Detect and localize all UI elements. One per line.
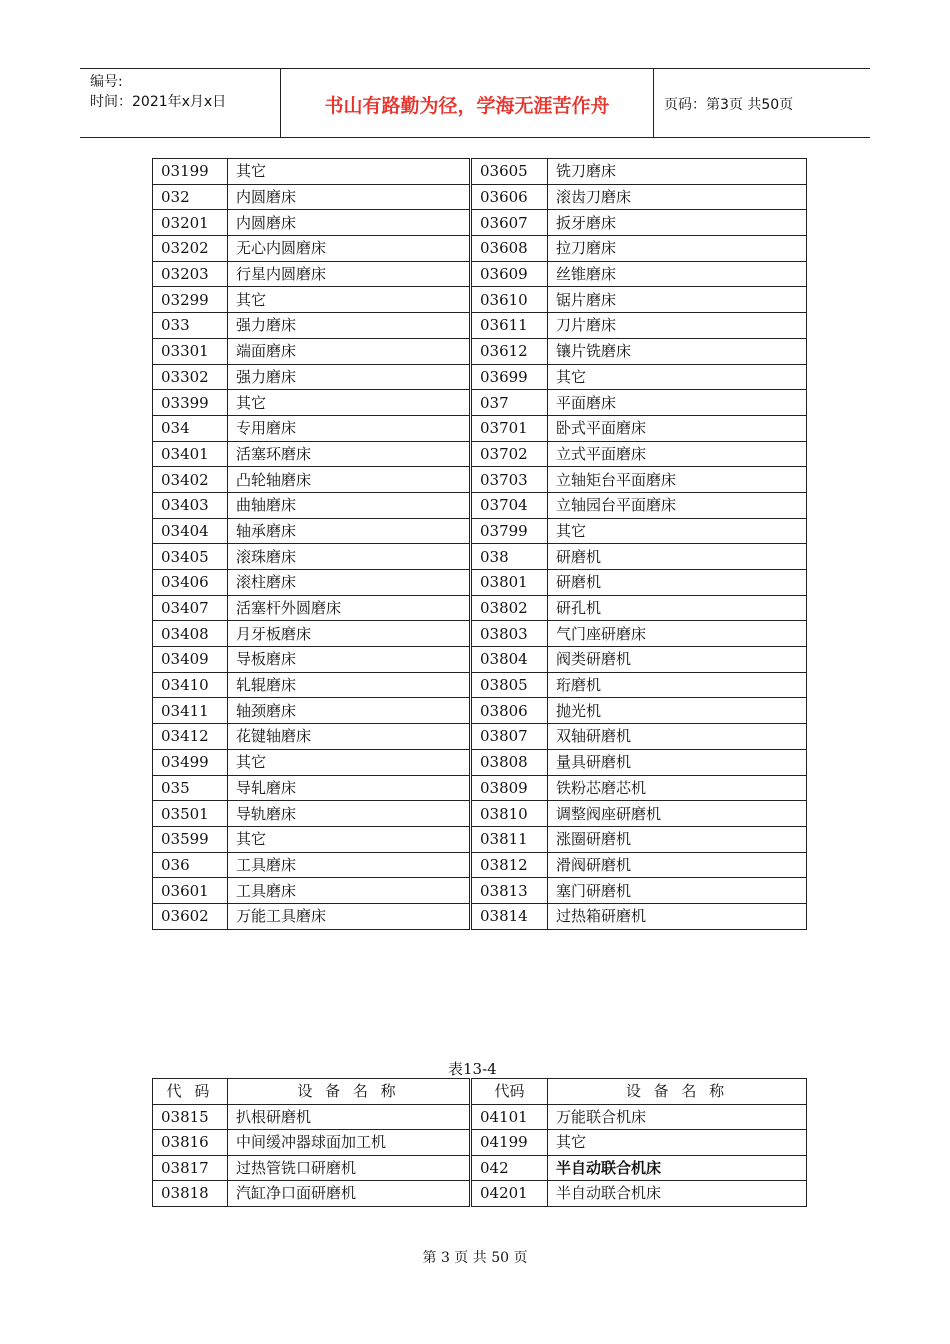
name-cell: 珩磨机	[548, 672, 807, 698]
name-cell: 半自动联合机床	[548, 1155, 807, 1181]
name-cell: 其它	[228, 390, 470, 416]
table-row	[153, 364, 807, 390]
name-cell: 塞门研磨机	[548, 878, 807, 904]
code-cell: 03817	[153, 1155, 228, 1181]
name-cell: 凸轮轴磨床	[228, 467, 470, 493]
name-cell: 曲轴磨床	[228, 492, 470, 518]
header-page-info: 页码：第3页 共50页	[664, 97, 794, 113]
name-cell: 无心内圆磨床	[228, 236, 470, 262]
page-footer: 第 3 页 共 50 页	[422, 1250, 528, 1266]
table-row	[153, 826, 807, 852]
table-row	[153, 801, 807, 827]
code-cell: 03813	[472, 878, 548, 904]
code-cell: 03407	[153, 595, 228, 621]
code-cell: 03802	[472, 595, 548, 621]
table-row	[153, 261, 807, 287]
table-row	[153, 595, 807, 621]
code-cell: 03814	[472, 903, 548, 929]
header-name: 设 备 名 称	[228, 1079, 470, 1105]
code-cell: 03810	[472, 801, 548, 827]
code-cell: 03807	[472, 724, 548, 750]
code-cell: 035	[153, 775, 228, 801]
name-cell: 扒根研磨机	[228, 1104, 470, 1130]
table-row	[153, 441, 807, 467]
table-row	[153, 647, 807, 673]
doc-number-label: 编号:	[90, 74, 123, 90]
code-cell: 03399	[153, 390, 228, 416]
name-cell: 滚齿刀磨床	[548, 184, 807, 210]
name-cell: 行星内圆磨床	[228, 261, 470, 287]
name-cell: 研磨机	[548, 570, 807, 596]
name-cell: 立轴园台平面磨床	[548, 492, 807, 518]
code-cell: 037	[472, 390, 548, 416]
name-cell: 万能联合机床	[548, 1104, 807, 1130]
name-cell: 其它	[228, 826, 470, 852]
code-cell: 03611	[472, 313, 548, 339]
table-row	[153, 492, 807, 518]
table-row	[153, 544, 807, 570]
code-cell: 03699	[472, 364, 548, 390]
name-cell: 调整阀座研磨机	[548, 801, 807, 827]
table-row	[153, 903, 807, 929]
code-cell: 03599	[153, 826, 228, 852]
header-code: 代 码	[153, 1079, 228, 1105]
name-cell: 内圆磨床	[228, 210, 470, 236]
code-cell: 03610	[472, 287, 548, 313]
name-cell: 活塞杆外圆磨床	[228, 595, 470, 621]
code-cell: 03302	[153, 364, 228, 390]
code-cell: 034	[153, 415, 228, 441]
code-cell: 03816	[153, 1130, 228, 1156]
name-cell: 其它	[548, 1130, 807, 1156]
name-cell: 气门座研磨床	[548, 621, 807, 647]
name-cell: 过热箱研磨机	[548, 903, 807, 929]
table-row	[153, 159, 807, 185]
code-cell: 04101	[472, 1104, 548, 1130]
table-row	[153, 672, 807, 698]
name-cell: 卧式平面磨床	[548, 415, 807, 441]
table-row	[153, 338, 807, 364]
table-row	[153, 236, 807, 262]
name-cell: 强力磨床	[228, 313, 470, 339]
header-page-cell	[654, 69, 870, 137]
table-row	[153, 313, 807, 339]
code-cell: 03501	[153, 801, 228, 827]
header-motto-cell	[281, 69, 654, 137]
code-cell: 03701	[472, 415, 548, 441]
name-cell: 双轴研磨机	[548, 724, 807, 750]
code-cell: 03405	[153, 544, 228, 570]
code-cell: 042	[472, 1155, 548, 1181]
name-cell: 扳牙磨床	[548, 210, 807, 236]
name-cell: 其它	[548, 364, 807, 390]
code-cell: 03402	[153, 467, 228, 493]
code-cell: 03201	[153, 210, 228, 236]
code-cell: 03403	[153, 492, 228, 518]
code-cell: 03808	[472, 749, 548, 775]
name-cell: 导轧磨床	[228, 775, 470, 801]
code-cell: 03401	[153, 441, 228, 467]
code-cell: 03202	[153, 236, 228, 262]
table-row	[153, 698, 807, 724]
name-cell: 平面磨床	[548, 390, 807, 416]
name-cell: 轧辊磨床	[228, 672, 470, 698]
code-cell: 03410	[153, 672, 228, 698]
code-cell: 032	[153, 184, 228, 210]
name-cell: 工具磨床	[228, 852, 470, 878]
code-cell: 03203	[153, 261, 228, 287]
code-cell: 033	[153, 313, 228, 339]
page-header	[80, 68, 870, 138]
code-cell: 03801	[472, 570, 548, 596]
table-caption: 表13-4	[448, 1060, 497, 1078]
name-cell: 端面磨床	[228, 338, 470, 364]
table-row	[153, 749, 807, 775]
code-cell: 03803	[472, 621, 548, 647]
header-meta	[80, 69, 281, 137]
name-cell: 轴承磨床	[228, 518, 470, 544]
table-row	[153, 184, 807, 210]
name-cell: 万能工具磨床	[228, 903, 470, 929]
code-cell: 03702	[472, 441, 548, 467]
name-cell: 铣刀磨床	[548, 159, 807, 185]
table-row	[153, 1155, 807, 1181]
code-cell: 03199	[153, 159, 228, 185]
code-cell: 03499	[153, 749, 228, 775]
name-cell: 活塞环磨床	[228, 441, 470, 467]
code-cell: 03406	[153, 570, 228, 596]
table-header-row	[153, 1079, 807, 1105]
code-cell: 03809	[472, 775, 548, 801]
name-cell: 其它	[228, 287, 470, 313]
name-cell: 过热管铣口研磨机	[228, 1155, 470, 1181]
table-row	[153, 1130, 807, 1156]
code-cell: 03704	[472, 492, 548, 518]
table-row	[153, 1104, 807, 1130]
code-cell: 03799	[472, 518, 548, 544]
code-cell: 03818	[153, 1181, 228, 1207]
table-row	[153, 724, 807, 750]
name-cell: 研磨机	[548, 544, 807, 570]
table-row	[153, 878, 807, 904]
table-row	[153, 570, 807, 596]
code-cell: 03811	[472, 826, 548, 852]
name-cell: 刀片磨床	[548, 313, 807, 339]
name-cell: 拉刀磨床	[548, 236, 807, 262]
code-cell: 03703	[472, 467, 548, 493]
table-row	[153, 1181, 807, 1207]
name-cell: 导板磨床	[228, 647, 470, 673]
name-cell: 镶片铣磨床	[548, 338, 807, 364]
name-cell: 其它	[228, 159, 470, 185]
code-cell: 03299	[153, 287, 228, 313]
name-cell: 滚珠磨床	[228, 544, 470, 570]
code-cell: 03805	[472, 672, 548, 698]
code-cell: 03412	[153, 724, 228, 750]
code-cell: 03411	[153, 698, 228, 724]
code-cell: 038	[472, 544, 548, 570]
code-cell: 03409	[153, 647, 228, 673]
doc-time-label: 时间：2021年x月x日	[90, 94, 227, 110]
equipment-code-table-13-4	[152, 1078, 807, 1207]
code-cell: 03806	[472, 698, 548, 724]
name-cell: 研孔机	[548, 595, 807, 621]
code-cell: 03804	[472, 647, 548, 673]
name-cell: 半自动联合机床	[548, 1181, 807, 1207]
code-cell: 036	[153, 852, 228, 878]
table-row	[153, 415, 807, 441]
name-cell: 轴颈磨床	[228, 698, 470, 724]
name-cell: 月牙板磨床	[228, 621, 470, 647]
code-cell: 03602	[153, 903, 228, 929]
header-motto: 书山有路勤为径，学海无涯苦作舟	[324, 95, 610, 117]
code-cell: 03408	[153, 621, 228, 647]
table-row	[153, 518, 807, 544]
equipment-code-table	[152, 158, 807, 930]
table-row	[153, 621, 807, 647]
name-cell: 其它	[548, 518, 807, 544]
name-cell: 中间缓冲器球面加工机	[228, 1130, 470, 1156]
table-row	[153, 210, 807, 236]
name-cell: 抛光机	[548, 698, 807, 724]
code-cell: 04199	[472, 1130, 548, 1156]
name-cell: 铁粉芯磨芯机	[548, 775, 807, 801]
name-cell: 滚柱磨床	[228, 570, 470, 596]
table-row	[153, 287, 807, 313]
name-cell: 锯片磨床	[548, 287, 807, 313]
code-cell: 03605	[472, 159, 548, 185]
code-cell: 03612	[472, 338, 548, 364]
name-cell: 涨圈研磨机	[548, 826, 807, 852]
table-row	[153, 775, 807, 801]
name-cell: 内圆磨床	[228, 184, 470, 210]
header-code: 代码	[472, 1079, 548, 1105]
name-cell: 其它	[228, 749, 470, 775]
name-cell: 阀类研磨机	[548, 647, 807, 673]
code-cell: 03815	[153, 1104, 228, 1130]
name-cell: 立轴矩台平面磨床	[548, 467, 807, 493]
name-cell: 导轨磨床	[228, 801, 470, 827]
name-cell: 滑阀研磨机	[548, 852, 807, 878]
code-cell: 03609	[472, 261, 548, 287]
name-cell: 立式平面磨床	[548, 441, 807, 467]
name-cell: 汽缸净口面研磨机	[228, 1181, 470, 1207]
code-cell: 03606	[472, 184, 548, 210]
code-cell: 03608	[472, 236, 548, 262]
name-cell: 专用磨床	[228, 415, 470, 441]
name-cell: 量具研磨机	[548, 749, 807, 775]
name-cell: 工具磨床	[228, 878, 470, 904]
table-row	[153, 390, 807, 416]
table-row	[153, 467, 807, 493]
code-cell: 03601	[153, 878, 228, 904]
table-row	[153, 852, 807, 878]
code-cell: 03404	[153, 518, 228, 544]
header-name: 设 备 名 称	[548, 1079, 807, 1105]
name-cell: 丝锥磨床	[548, 261, 807, 287]
code-cell: 04201	[472, 1181, 548, 1207]
name-cell: 强力磨床	[228, 364, 470, 390]
code-cell: 03607	[472, 210, 548, 236]
name-cell: 花键轴磨床	[228, 724, 470, 750]
code-cell: 03812	[472, 852, 548, 878]
code-cell: 03301	[153, 338, 228, 364]
